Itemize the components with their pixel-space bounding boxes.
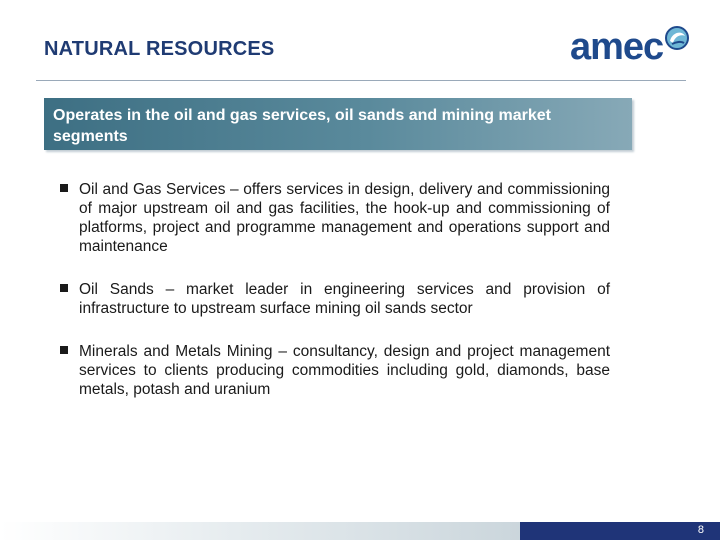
header-divider <box>36 80 686 81</box>
footer-page-block <box>520 522 720 540</box>
amec-logo <box>566 24 696 72</box>
footer <box>0 522 720 540</box>
summary-banner-text: Operates in the oil and gas services, oil sands and mining market segments <box>53 107 551 145</box>
logo-wordmark: amec <box>570 26 664 68</box>
slide-title: NATURAL RESOURCES <box>44 38 275 60</box>
bullet-text: – market leader in engineering services and provision of infrastructure to upstream surface mining oil sands sector <box>79 281 611 317</box>
bullet-minerals-metals <box>60 342 610 399</box>
bullet-term: Oil Sands <box>79 281 154 298</box>
summary-banner <box>44 98 632 150</box>
bullet-term: Oil and Gas Services <box>79 181 226 198</box>
footer-gradient-bar <box>0 522 520 540</box>
square-bullet-icon <box>60 346 68 354</box>
amec-swirl-icon <box>662 24 692 54</box>
bullet-list <box>60 180 610 423</box>
bullet-oil-gas <box>60 180 610 256</box>
bullet-oil-sands <box>60 280 610 318</box>
bullet-text: – consultancy, design and project management services to clients producing commodities including gold, diamonds, base metals, potash and uranium <box>79 343 611 398</box>
bullet-text: – offers services in design, delivery and commissioning of major upstream oil and gas facilities, the hook-up and commissioning of platforms, project and programme management and operations support and maintenance <box>79 181 610 255</box>
bullet-term: Minerals and Metals Mining <box>79 343 273 360</box>
page-number: 8 <box>697 524 704 536</box>
square-bullet-icon <box>60 184 68 192</box>
square-bullet-icon <box>60 284 68 292</box>
